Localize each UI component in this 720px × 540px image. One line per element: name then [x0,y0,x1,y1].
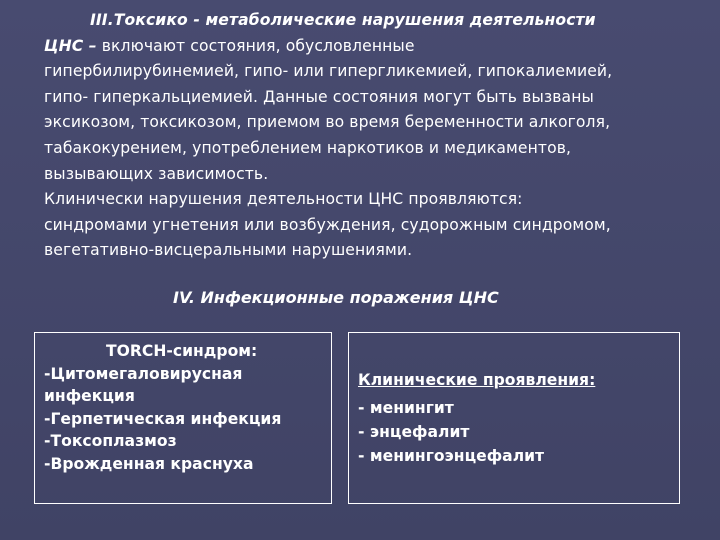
clinical-item: - менингит [358,399,454,417]
intro-line-5: табакокурением, употреблением наркотиков и медикаментов, [44,138,572,157]
torch-box-content [44,340,281,475]
intro-line-3: гипо- гиперкальциемией. Данные состояния могут быть вызваны [44,87,594,106]
intro-paragraph [44,8,694,264]
clinical-heading: Клинические проявления: [358,371,596,389]
intro-line-6: вызывающих зависимость. [44,164,269,183]
torch-item: инфекция [44,387,135,405]
intro-line-4: эксикозом, токсикозом, приемом во время беременности алкоголя, [44,113,611,132]
clinical-box-content [358,368,595,468]
torch-item: -Врожденная краснуха [44,454,254,473]
intro-line-1-text: включают состояния, обусловленные [96,36,415,55]
torch-item: -Герпетическая инфекция [44,409,282,428]
torch-heading: TORCH-синдром: [106,342,258,360]
section-3-title-cont: ЦНС – [44,36,97,55]
section-3-title: III.Токсико - метаболические нарушения деятельности [90,11,596,29]
intro-line-1 [44,34,694,60]
torch-item: -Токсоплазмоз [44,432,177,450]
intro-line-9: вегетативно-висцеральными нарушениями. [44,241,413,260]
torch-item: -Цитомегаловирусная [44,364,243,383]
intro-line-2: гипербилирубинемией, гипо- или гипергликемией, гипокалиемией, [44,62,613,81]
section-4-title: IV. Инфекционные поражения ЦНС [173,288,499,307]
intro-line-7: Клинически нарушения деятельности ЦНС проявляются: [44,190,523,209]
intro-title-line [44,8,694,34]
clinical-item: - энцефалит [358,423,470,441]
intro-line-8: синдромами угнетения или возбуждения, судорожным синдромом, [44,215,611,234]
clinical-item: - менингоэнцефалит [358,447,545,465]
